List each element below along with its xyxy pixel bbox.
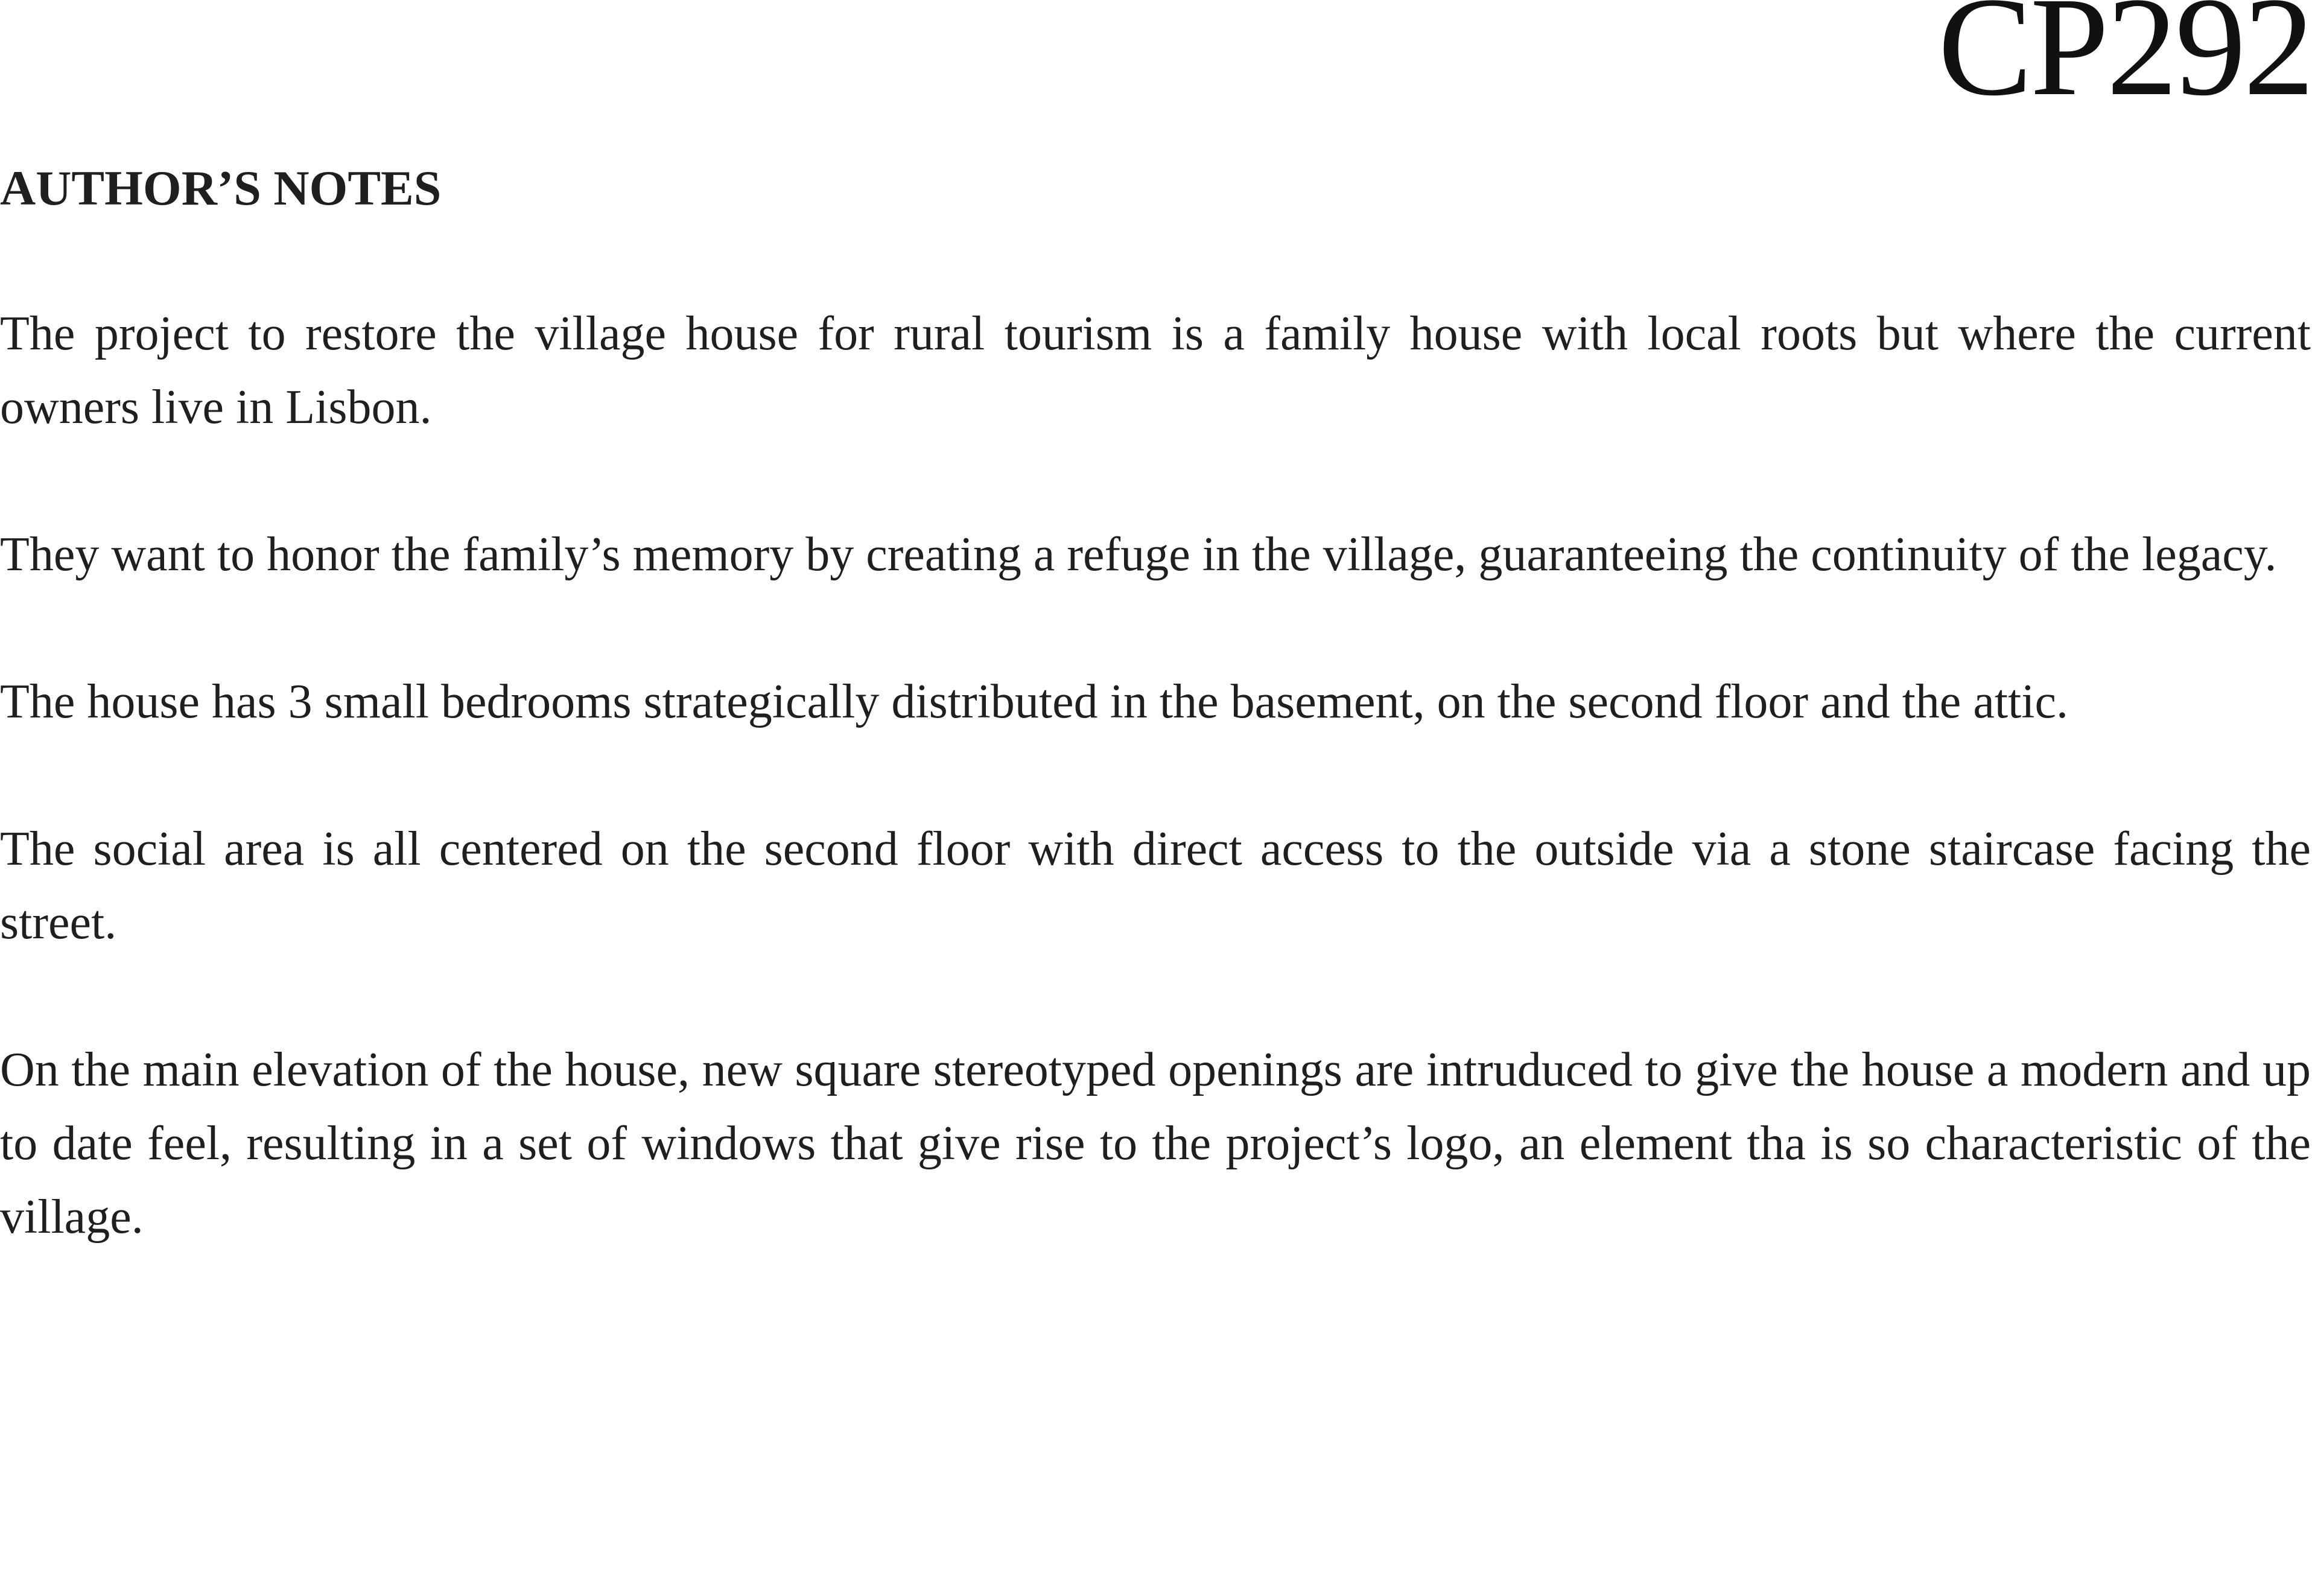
note-paragraph-5: On the main elevation of the house, new square stereotyped openings are intruduced to give the house a modern and up to date feel, resulting in a set of windows that give rise to the project’s logo, an element tha is so characteristic of the village. xyxy=(0,1043,2311,1244)
project-code-title: CP292 xyxy=(1938,0,2312,125)
note-paragraph-1: The project to restore the village house for rural tourism is a family house with local roots but where the current owners live in Lisbon. xyxy=(0,307,2311,434)
note-paragraph-2: They want to honor the family’s memory by creating a refuge in the village, guaranteeing the continuity of the legacy. xyxy=(0,528,2277,581)
note-paragraph-4: The social area is all centered on the second floor with direct access to the outside via a stone staircase facing the street. xyxy=(0,822,2311,949)
note-paragraph-3: The house has 3 small bedrooms strategically distributed in the basement, on the second floor and the attic. xyxy=(0,675,2069,728)
notes-body xyxy=(0,297,2311,1327)
authors-notes-heading: AUTHOR’S NOTES xyxy=(0,161,442,215)
